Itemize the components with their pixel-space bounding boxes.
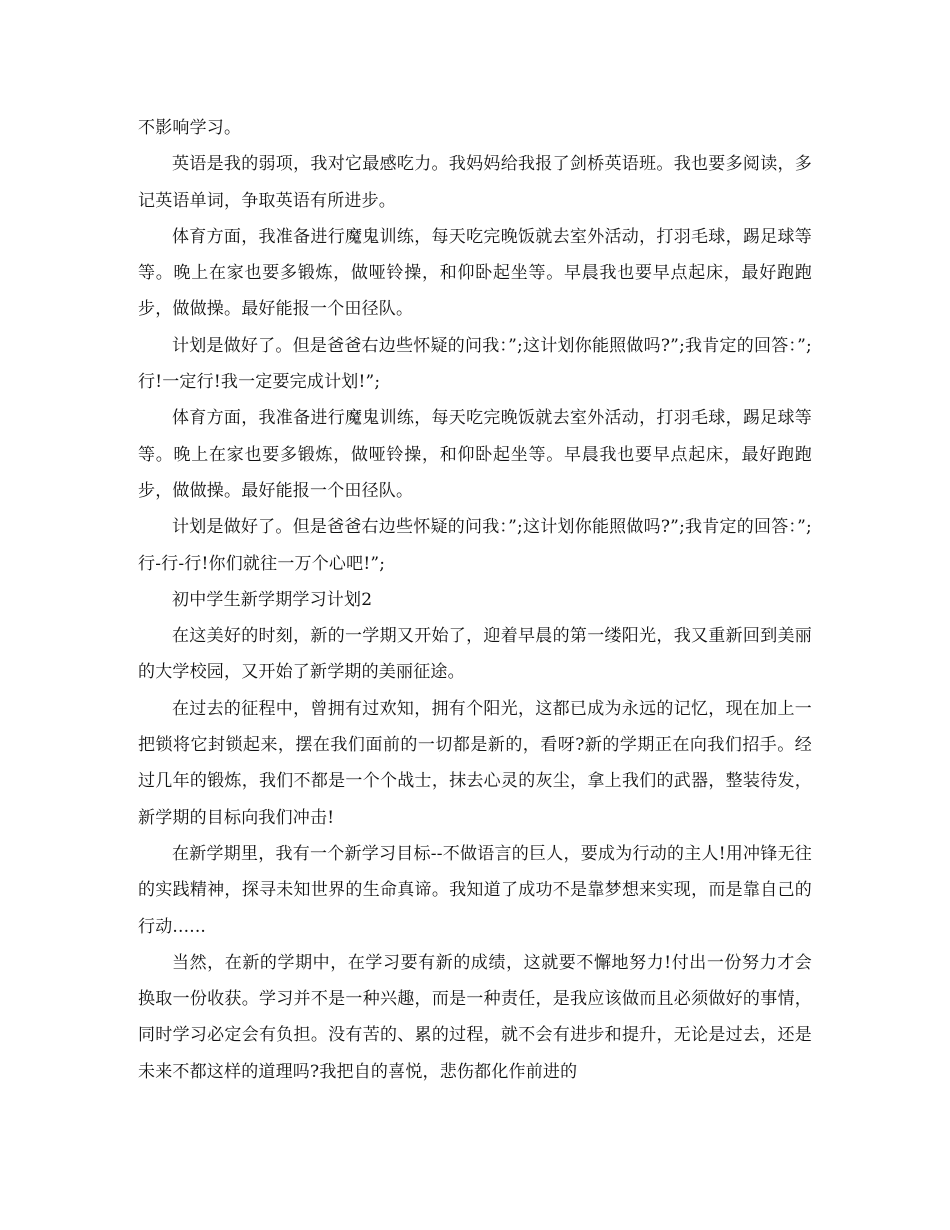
paragraph-english-study: 英语是我的弱项，我对它最感吃力。我妈妈给我报了剑桥英语班。我也要多阅读，多记英语单词，争取英语有所进步。 <box>138 154 812 211</box>
paragraph-past-journey: 在过去的征程中，曾拥有过欢知，拥有个阳光，这都已成为永远的记忆，现在加上一把锁将它封锁起来，摆在我们面前的一切都是新的，看呀?新的学期正在向我们招手。经过几年的锻炼，我们不都是一个个战士，抹去心灵的灰尘，拿上我们的武器，整装待发，新学期的目标向我们冲击! <box>138 698 812 828</box>
section-heading: 初中学生新学期学习计划2 <box>172 589 373 610</box>
paragraph-continuation: 不影响学习。 <box>138 118 242 138</box>
document-body <box>138 110 812 1090</box>
paragraph-effort: 当然，在新的学期中，在学习要有新的成绩，这就要不懈地努力!付出一份努力才会换取一份收获。学习并不是一种兴趣，而是一种责任，是我应该做而且必须做好的事情，同时学习必定会有负担。没有苦的、累的过程，就不会有进步和提升，无论是过去，还是未来不都这样的道理吗?我把自的喜悦，悲伤都化作前进的 <box>138 952 812 1082</box>
paragraph-sports-plan: 体育方面，我准备进行魔鬼训练，每天吃完晚饭就去室外活动，打羽毛球，踢足球等等。晚上在家也要多锻炼，做哑铃操，和仰卧起坐等。早晨我也要早点起床，最好跑跑步，做做操。最好能报一个田径队。 <box>138 226 812 320</box>
paragraph-dad-question-repeat: 计划是做好了。但是爸爸右边些怀疑的问我：”;这计划你能照做吗?”;我肯定的回答：”;行-行-行!你们就往一万个心吧!”; <box>138 517 812 574</box>
paragraph-new-goal: 在新学期里，我有一个新学习目标--不做语言的巨人，要成为行动的主人!用冲锋无往的实践精神，探寻未知世界的生命真谛。我知道了成功不是靠梦想来实现，而是靠自己的行动...... <box>138 843 812 937</box>
paragraph-new-semester: 在这美好的时刻，新的一学期又开始了，迎着早晨的第一缕阳光，我又重新回到美丽的大学校园，又开始了新学期的美丽征途。 <box>138 626 812 683</box>
paragraph-dad-question: 计划是做好了。但是爸爸右边些怀疑的问我：”;这计划你能照做吗?”;我肯定的回答：”;行!一定行!我一定要完成计划!”; <box>138 335 812 393</box>
paragraph-sports-plan-repeat: 体育方面，我准备进行魔鬼训练，每天吃完晚饭就去室外活动，打羽毛球，踢足球等等。晚上在家也要多锻炼，做哑铃操，和仰卧起坐等。早晨我也要早点起床，最好跑跑步，做做操。最好能报一个田径队。 <box>138 408 812 501</box>
